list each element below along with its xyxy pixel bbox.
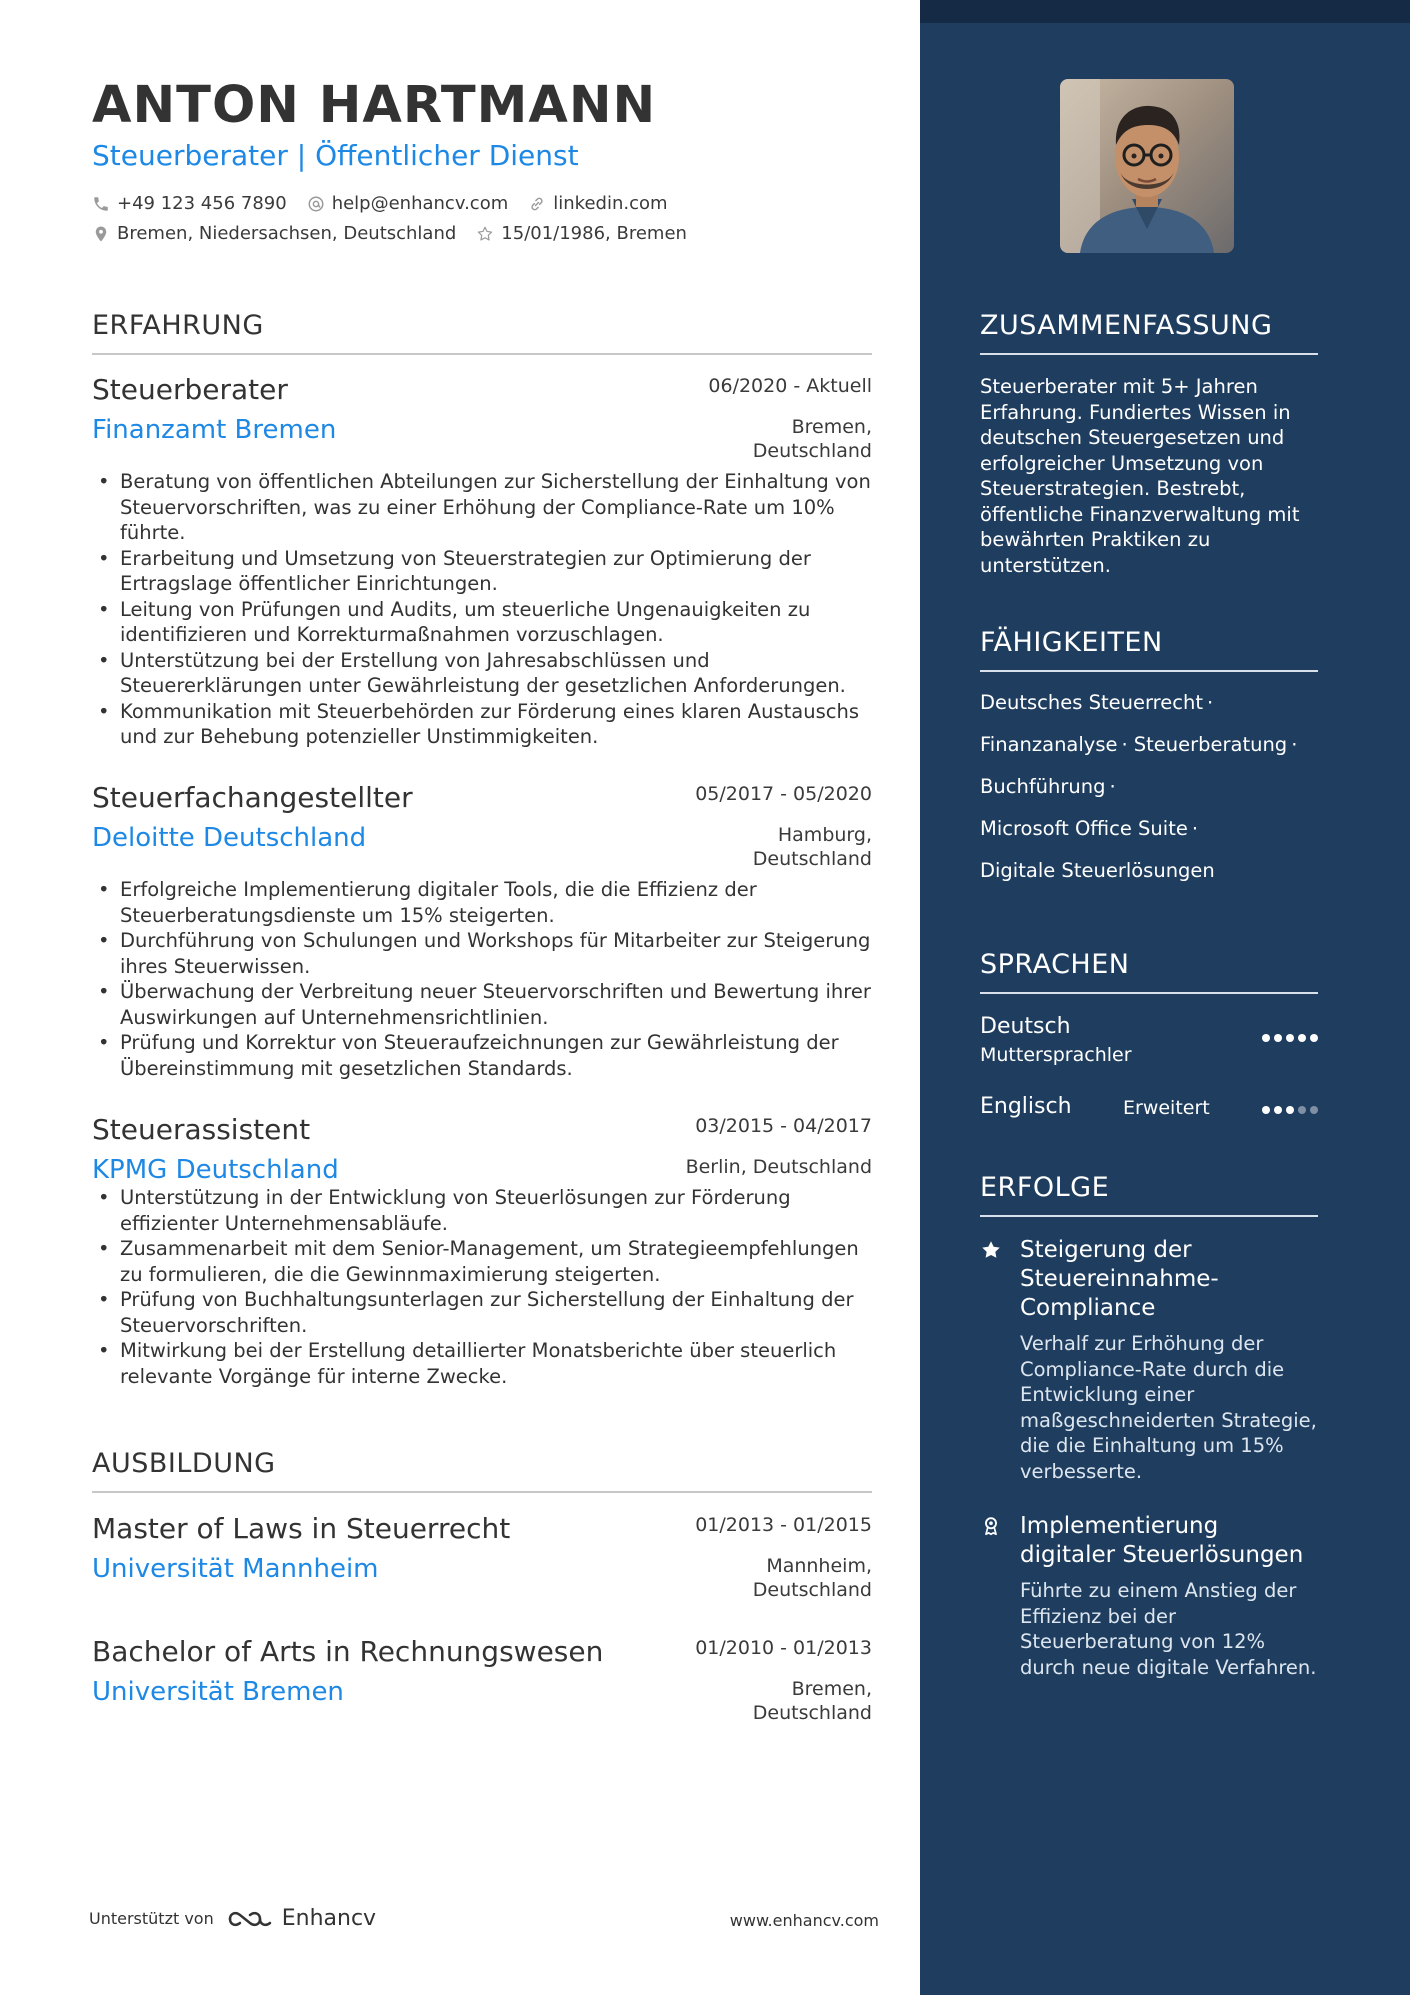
rating-dot xyxy=(1274,1034,1282,1042)
avatar xyxy=(1060,79,1234,253)
job-title: Steuerberater xyxy=(92,373,288,406)
job-location: Bremen, Deutschland xyxy=(752,416,872,462)
contact-row-1 xyxy=(92,193,688,214)
language-deutsch xyxy=(980,1014,1318,1070)
star-outline-icon xyxy=(476,225,494,243)
skill-tag: Deutsches Steuerrecht xyxy=(980,691,1203,714)
language-rating xyxy=(1258,1106,1318,1114)
contact-birth xyxy=(476,223,687,244)
list-item: • Prüfung von Buchhaltungsunterlagen zur Sicherstellung der Einhaltung der Steuervorschriften. xyxy=(92,1287,872,1338)
sidebar xyxy=(920,0,1410,1995)
language-level: Muttersprachler xyxy=(980,1044,1132,1066)
job-company[interactable]: Finanzamt Bremen xyxy=(92,415,337,445)
job-2 xyxy=(92,781,872,1081)
list-item: • Zusammenarbeit mit dem Senior-Management, um Strategieempfehlungen zu formulieren, die die Gewinnmaximierung steigerten. xyxy=(92,1236,872,1287)
list-item: • Mitwirkung bei der Erstellung detaillierter Monatsberichte über steuerlich relevante Vorgänge für interne Zwecke. xyxy=(92,1338,872,1389)
language-englisch xyxy=(980,1094,1318,1126)
summary-heading: ZUSAMMENFASSUNG xyxy=(980,310,1318,355)
rating-dot xyxy=(1262,1034,1270,1042)
achievement-2 xyxy=(980,1512,1318,1680)
rating-dot xyxy=(1298,1034,1306,1042)
phone-text: +49 123 456 7890 xyxy=(117,193,287,214)
skill-tag: Steuerberatung xyxy=(1133,733,1288,756)
skill-tag: Microsoft Office Suite xyxy=(980,817,1188,840)
list-item: • Leitung von Prüfungen und Audits, um steuerliche Ungenauigkeiten zu identifizieren und Korrekturmaßnahmen vorzuschlagen. xyxy=(92,597,872,648)
language-name: Deutsch xyxy=(980,1014,1071,1039)
education-2 xyxy=(92,1635,872,1731)
rating-dot xyxy=(1310,1106,1318,1114)
job-3 xyxy=(92,1113,872,1389)
job-location: Berlin, Deutschland xyxy=(685,1156,872,1178)
job-bullets xyxy=(92,1185,872,1389)
website-text: linkedin.com xyxy=(553,193,668,214)
contact-email[interactable] xyxy=(307,193,509,214)
rating-dot xyxy=(1274,1106,1282,1114)
skill-tag: Finanzanalyse xyxy=(980,733,1118,756)
award-icon xyxy=(980,1515,1002,1537)
contact-website[interactable] xyxy=(528,193,667,214)
school-name[interactable]: Universität Bremen xyxy=(92,1677,344,1707)
achievement-desc: Führte zu einem Anstieg der Effizienz bei der Steuerberatung von 12% durch neue digitale Verfahren. xyxy=(1020,1579,1317,1679)
rating-dot xyxy=(1286,1034,1294,1042)
skills-list: Deutsches Steuerrecht · Finanzanalyse · Steuerberatung · Buchführung · Microsoft Office Suite · Digitale Steuerlösungen xyxy=(980,691,1298,882)
birth-text: 15/01/1986, Bremen xyxy=(501,223,687,244)
summary-text: Steuerberater mit 5+ Jahren Erfahrung. Fundiertes Wissen in deutschen Steuergesetzen und erfolgreicher Umsetzung von Steuerstrategien. Bestrebt, öffentliche Finanzverwaltung mit bewährten Praktiken zu unterstützen. xyxy=(980,375,1300,577)
achievements-heading: ERFOLGE xyxy=(980,1172,1318,1217)
list-item: • Überwachung der Verbreitung neuer Steuervorschriften und Bewertung ihrer Auswirkungen auf Unternehmensrichtlinien. xyxy=(92,979,872,1030)
at-icon xyxy=(307,195,325,213)
phone-icon xyxy=(92,195,110,213)
sidebar-top-bar xyxy=(920,0,1410,23)
job-company[interactable]: Deloitte Deutschland xyxy=(92,823,367,853)
job-title: Steuerfachangestellter xyxy=(92,781,413,814)
school-location: Bremen, Deutschland xyxy=(752,1678,872,1724)
rating-dot xyxy=(1286,1106,1294,1114)
star-icon xyxy=(980,1239,1002,1261)
link-icon xyxy=(528,195,546,213)
footer-url[interactable]: www.enhancv.com xyxy=(729,1911,879,1930)
education-heading: AUSBILDUNG xyxy=(92,1448,872,1493)
candidate-title: Steuerberater | Öffentlicher Dienst xyxy=(92,139,579,172)
experience-heading: ERFAHRUNG xyxy=(92,310,872,355)
achievement-1 xyxy=(980,1236,1318,1484)
school-name[interactable]: Universität Mannheim xyxy=(92,1554,379,1584)
achievement-title: Steigerung der Steuereinnahme-Compliance xyxy=(1020,1237,1219,1321)
powered-by-label: Unterstützt von xyxy=(89,1909,214,1928)
contact-phone[interactable] xyxy=(92,193,287,214)
job-company[interactable]: KPMG Deutschland xyxy=(92,1155,339,1185)
school-location: Mannheim, Deutschland xyxy=(752,1555,872,1601)
language-rating xyxy=(1258,1034,1318,1042)
contact-location xyxy=(92,223,456,244)
enhancv-logo-icon xyxy=(226,1907,274,1931)
degree-title: Bachelor of Arts in Rechnungswesen xyxy=(92,1635,604,1668)
job-title: Steuerassistent xyxy=(92,1113,311,1146)
list-item: • Unterstützung in der Entwicklung von Steuerlösungen zur Förderung effizienter Unternehmensabläufe. xyxy=(92,1185,872,1236)
contact-row-2 xyxy=(92,223,707,244)
location-pin-icon xyxy=(92,225,110,243)
list-item: • Erfolgreiche Implementierung digitaler Tools, die die Effizienz der Steuerberatungsdienste um 15% steigerten. xyxy=(92,877,872,928)
skills-heading: FÄHIGKEITEN xyxy=(980,627,1318,672)
job-date: 06/2020 - Aktuell xyxy=(708,375,872,397)
rating-dot xyxy=(1310,1034,1318,1042)
job-1 xyxy=(92,373,872,750)
list-item: • Beratung von öffentlichen Abteilungen zur Sicherstellung der Einhaltung von Steuervorschriften, was zu einer Erhöhung der Compliance-Rate um 10% führte. xyxy=(92,469,872,546)
email-text: help@enhancv.com xyxy=(331,193,509,214)
skill-tag: Buchführung xyxy=(980,775,1106,798)
list-item: • Kommunikation mit Steuerbehörden zur Förderung eines klaren Austauschs und zur Behebung potenzieller Unstimmigkeiten. xyxy=(92,699,872,750)
job-date: 03/2015 - 04/2017 xyxy=(695,1115,872,1137)
degree-title: Master of Laws in Steuerrecht xyxy=(92,1512,511,1545)
location-text: Bremen, Niedersachsen, Deutschland xyxy=(117,223,457,244)
enhancv-logo[interactable] xyxy=(226,1906,376,1931)
language-name: Englisch xyxy=(980,1094,1072,1119)
job-date: 05/2017 - 05/2020 xyxy=(695,783,872,805)
language-level: Erweitert xyxy=(1123,1097,1210,1119)
education-date: 01/2010 - 01/2013 xyxy=(695,1637,872,1659)
candidate-name: ANTON HARTMANN xyxy=(92,76,657,135)
rating-dot xyxy=(1262,1106,1270,1114)
footer-powered-by xyxy=(89,1906,376,1931)
achievement-title: Implementierung digitaler Steuerlösungen xyxy=(1020,1513,1304,1568)
list-item: • Unterstützung bei der Erstellung von Jahresabschlüssen und Steuererklärungen unter Gewährleistung der gesetzlichen Anforderungen. xyxy=(92,648,872,699)
achievement-desc: Verhalf zur Erhöhung der Compliance-Rate durch die Entwicklung einer maßgeschneiderten Strategie, die die Einhaltung um 15% verbesserte. xyxy=(1020,1332,1317,1483)
list-item: • Erarbeitung und Umsetzung von Steuerstrategien zur Optimierung der Ertragslage öffentlicher Einrichtungen. xyxy=(92,546,872,597)
job-location: Hamburg, Deutschland xyxy=(752,824,872,870)
profile-photo xyxy=(1060,79,1234,253)
skill-tag: Digitale Steuerlösungen xyxy=(980,859,1215,882)
job-bullets xyxy=(92,469,872,750)
education-1 xyxy=(92,1512,872,1608)
job-bullets xyxy=(92,877,872,1081)
education-date: 01/2013 - 01/2015 xyxy=(695,1514,872,1536)
rating-dot xyxy=(1298,1106,1306,1114)
enhancv-logo-text: Enhancv xyxy=(281,1906,377,1931)
languages-heading: SPRACHEN xyxy=(980,949,1318,994)
list-item: • Durchführung von Schulungen und Workshops für Mitarbeiter zur Steigerung ihres Steuerwissen. xyxy=(92,928,872,979)
list-item: • Prüfung und Korrektur von Steueraufzeichnungen zur Gewährleistung der Übereinstimmung mit gesetzlichen Standards. xyxy=(92,1030,872,1081)
